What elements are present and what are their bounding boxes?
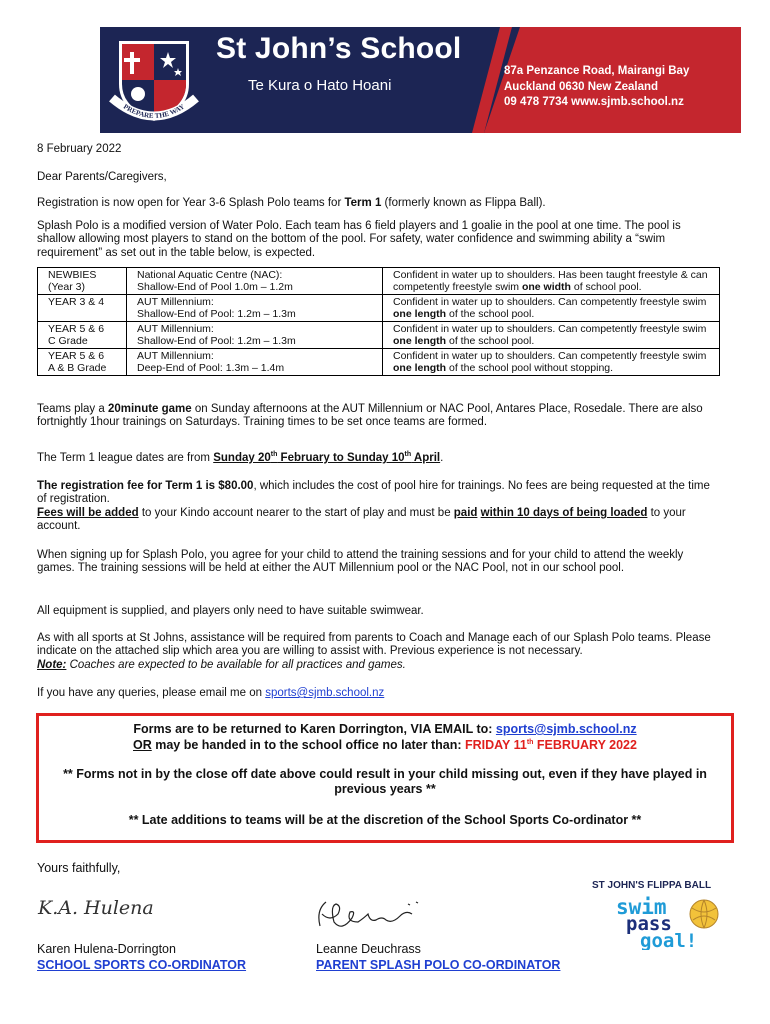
- crest-motto: PREPARE THE WAY: [121, 102, 187, 121]
- games-paragraph: Teams play a 20minute game on Sunday afternoons at the AUT Millennium or NAC Pool, Antares Place, Rosedale. There are also fortnightly 1hour trainings on Saturdays. Training times to be set once teams are formed.: [37, 403, 703, 429]
- cell-venue: National Aquatic Centre (NAC): Shallow-End of Pool 1.0m – 1.2m: [127, 268, 383, 295]
- cell-group: NEWBIES (Year 3): [38, 268, 127, 295]
- signature-karen: K.A. Hulena: [38, 897, 154, 919]
- signatory-1-name: Karen Hulena-Dorrington: [37, 942, 176, 956]
- table-row: [38, 349, 720, 376]
- cell-group: YEAR 5 & 6 A & B Grade: [38, 349, 127, 376]
- signing-paragraph: When signing up for Splash Polo, you agree for your child to attend the training sessions and for your child to attend the weekly games. The training sessions will be held at either the AUT Millennium pool or the NAC Pool, not in our school pool.: [37, 549, 684, 575]
- cell-group: YEAR 5 & 6 C Grade: [38, 322, 127, 349]
- school-crest-logo: [108, 34, 200, 126]
- closing: Yours faithfully,: [37, 861, 121, 875]
- intro-paragraph: Registration is now open for Year 3-6 Splash Polo teams for Term 1 (formerly known as Flippa Ball).: [37, 197, 546, 209]
- school-name: St John’s School: [216, 32, 462, 65]
- cell-venue: AUT Millennium: Deep-End of Pool: 1.3m – 1.4m: [127, 349, 383, 376]
- logo-word-goal: goal!: [640, 930, 698, 950]
- table-row: [38, 295, 720, 322]
- table-row: [38, 322, 720, 349]
- cell-requirement: Confident in water up to shoulders. Can competently freestyle swim one length of the school pool.: [383, 322, 720, 349]
- cell-requirement: Confident in water up to shoulders. Has been taught freestyle & can competently freestyle swim one width of school pool.: [383, 268, 720, 295]
- signatory-2-title: PARENT SPLASH POLO CO-ORDINATOR: [316, 958, 561, 972]
- assistance-paragraph: As with all sports at St Johns, assistance will be required from parents to Coach and Manage each of our Splash Polo teams. Please indicate on the attached slip which area you are willing to assist with. Previous experience is not necessary. Note: Coaches are expected to be available for all practices and games.: [37, 632, 711, 671]
- box-email-link[interactable]: sports@sjmb.school.nz: [495, 722, 637, 736]
- cell-requirement: Confident in water up to shoulders. Can competently freestyle swim one length of the school pool without stopping.: [383, 349, 720, 376]
- queries-paragraph: If you have any queries, please email me on sports@sjmb.school.nz: [37, 687, 385, 699]
- signatory-1-title: SCHOOL SPORTS CO-ORDINATOR: [37, 958, 247, 972]
- cell-group: YEAR 3 & 4: [38, 295, 127, 322]
- cell-requirement: Confident in water up to shoulders. Can competently freestyle swim one length of the school pool.: [383, 295, 720, 322]
- cell-venue: AUT Millennium: Shallow-End of Pool: 1.2m – 1.3m: [127, 322, 383, 349]
- swim-pass-goal-logo: [596, 892, 738, 950]
- signatory-2-name: Leanne Deuchrass: [316, 942, 421, 956]
- return-forms-line2: OR may be handed in to the school office no later than: FRIDAY 11th FEBRUARY 2022: [133, 738, 637, 752]
- late-forms-warning: ** Forms not in by the close off date above could result in your child missing out, even if they have played in previous years **: [63, 767, 707, 796]
- school-maori-name: Te Kura o Hato Hoani: [248, 77, 392, 94]
- fee-paragraph: The registration fee for Term 1 is $80.00, which includes the cost of pool hire for trainings. No fees are being requested at the time of registration. Fees will be added to your Kindo account nearer to the start of play and must be paid within 10 days of being loaded to your account.: [37, 480, 710, 533]
- league-dates-paragraph: The Term 1 league dates are from Sunday 20th February to Sunday 10th April.: [37, 451, 444, 464]
- cell-venue: AUT Millennium: Shallow-End of Pool: 1.2m – 1.3m: [127, 295, 383, 322]
- equipment-paragraph: All equipment is supplied, and players only need to have suitable swimwear.: [37, 605, 424, 617]
- signature-leanne: [312, 892, 422, 940]
- header-banner-red: [484, 27, 741, 133]
- swim-requirements-table: [37, 267, 720, 376]
- return-forms-line1: Forms are to be returned to Karen Dorrington, VIA EMAIL to: sports@sjmb.school.nz: [133, 722, 637, 736]
- logo-word-swim: swim: [616, 895, 667, 919]
- logo-word-pass: pass: [626, 913, 672, 935]
- letter-date: 8 February 2022: [37, 143, 122, 155]
- greeting: Dear Parents/Caregivers,: [37, 171, 167, 183]
- flippa-logo-caption: ST JOHN'S FLIPPA BALL: [592, 880, 712, 891]
- description-paragraph: Splash Polo is a modified version of Water Polo. Each team has 6 field players and 1 goalie in the pool at one time. The pool is shallow allowing most players to stand on the bottom of the pool. For safety, water confidence and swimming ability a “swim requirement” as set out in the table below, is expected.: [37, 220, 681, 259]
- table-row: [38, 268, 720, 295]
- address-line-2: Auckland 0630 New Zealand: [504, 81, 659, 93]
- address-line-1: 87a Penzance Road, Mairangi Bay: [504, 65, 690, 77]
- address-line-3: 09 478 7734 www.sjmb.school.nz: [504, 96, 684, 108]
- late-additions-note: ** Late additions to teams will be at the discretion of the School Sports Co-ordinator **: [128, 813, 642, 827]
- queries-email-link[interactable]: sports@sjmb.school.nz: [265, 687, 385, 699]
